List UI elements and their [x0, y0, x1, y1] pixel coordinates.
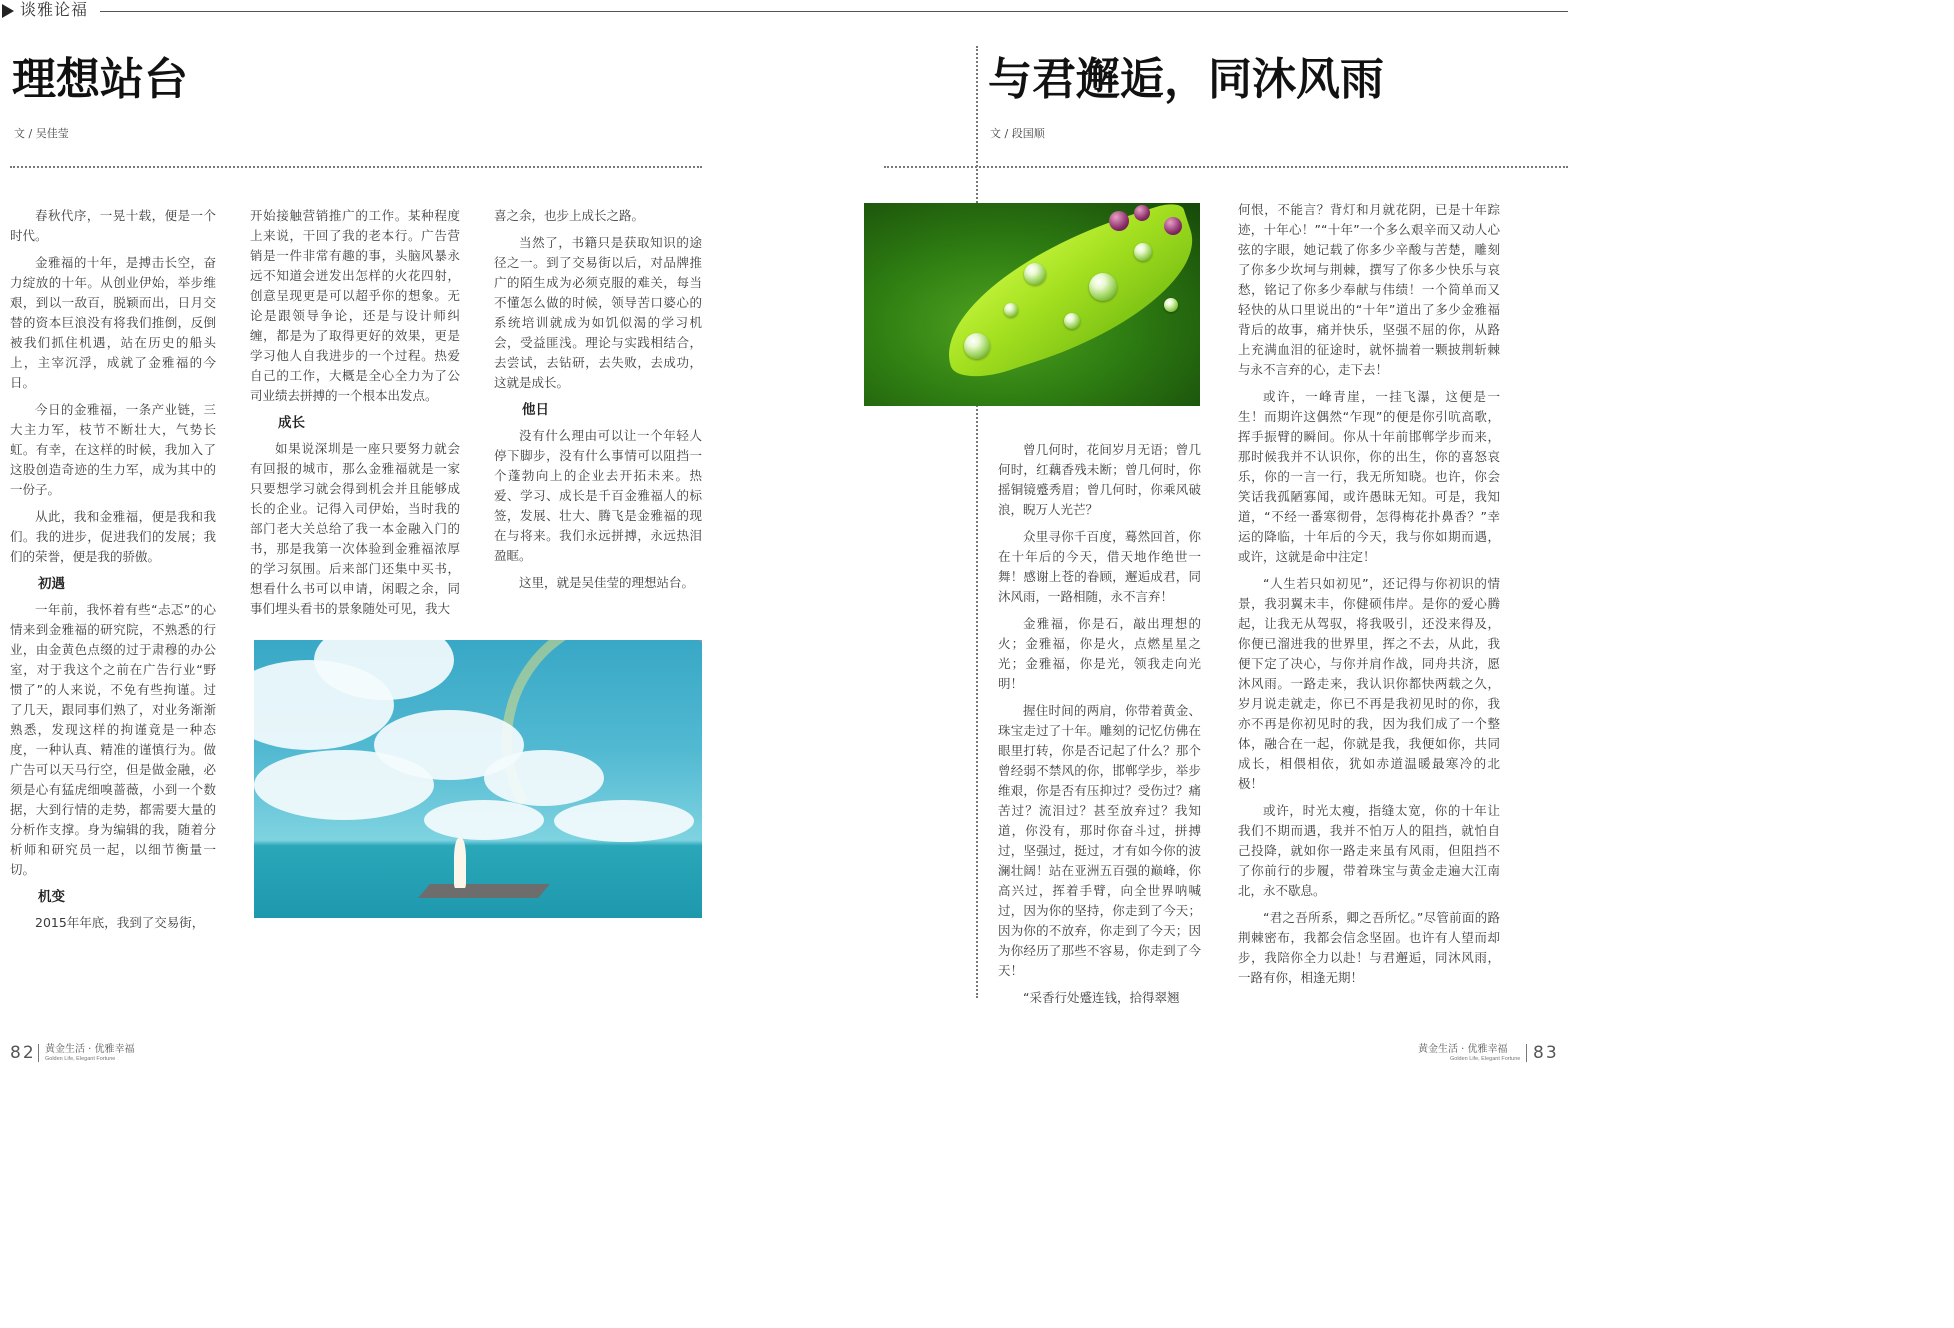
berry-shape	[1134, 205, 1150, 221]
paragraph: “采香行处蹙连钱，拾得翠翘	[1023, 990, 1180, 1005]
paragraph: 或许，时光太瘦，指缝太宽，你的十年让我们不期而遇，我并不怕万人的阻挡，就怕自己投降，就如你一路走来虽有风雨，但阻挡不了你前行的步履，带着珠宝与黄金走遍大江南北，永不歇息。	[1238, 803, 1500, 898]
header-rule	[100, 11, 1568, 12]
berry-shape	[1164, 217, 1182, 235]
paragraph: 当然了，书籍只是获取知识的途径之一。到了交易街以后，对品牌推广的陌生成为必须克服的难关，每当不懂怎么做的时候，领导苦口婆心的系统培训就成为如饥似渴的学习机会，受益匪浅。理论与实践相结合，去尝试，去钻研，去失败，去成功，这就是成长。	[494, 235, 702, 390]
right-article-column-1	[998, 440, 1201, 1015]
footer-brand-en-right: Golden Life, Elegant Fortune	[1450, 1056, 1521, 1062]
water-drop	[1089, 273, 1117, 301]
paragraph: 开始接触营销推广的工作。某种程度上来说，干回了我的老本行。广告营销是一件非常有趣的事，头脑风暴永远不知道会迸发出怎样的火花四射，创意呈现更是可以超乎你的想象。无论是跟领导争论，还是与设计师纠缠，都是为了取得更好的效果，更是学习他人自我进步的一个过程。热爱自己的工作，大概是全心全力为了公司业绩去拼搏的一个根本出发点。	[250, 208, 460, 403]
paragraph: 没有什么理由可以让一个年轻人停下脚步，没有什么事情可以阻挡一个蓬勃向上的企业去开拓未来。热爱、学习、成长是千百金雅福人的标签，发展、壮大、腾飞是金雅福的现在与将来。我们永远拼搏，永远热泪盈眶。	[494, 428, 702, 563]
footer-brand-left: 黄金生活 · 优雅幸福	[45, 1044, 135, 1055]
right-article-column-2	[1238, 200, 1500, 995]
paragraph: 众里寻你千百度，蓦然回首，你在十年后的今天，借天地作绝世一舞！感谢上苍的眷顾，邂逅成君，同沐风雨，一路相随，永不言弃！	[998, 529, 1201, 604]
cloud-shape	[554, 800, 694, 842]
paragraph: “人生若只如初见”，还记得与你初识的情景，我羽翼未丰，你健硕伟岸。是你的爱心腾起，让我无从驾驭，将我吸引，还没来得及，你便已溜进我的世界里，挥之不去，从此，我便下定了决心，与你并肩作战，同舟共济，愿沐风雨。一路走来，我认识你都快两载之久，岁月说走就走，你已不再是我初见时的你，我亦不再是你初见时的我，因为我们成了一个整体，融合在一起，你就是我，我便如你，共同成长，相偎相依，犹如赤道温暖最寒冷的北极！	[1238, 576, 1500, 791]
footer-brand-right: 黄金生活 · 优雅幸福	[1418, 1044, 1508, 1055]
pier-shape	[418, 884, 550, 898]
section-title: 谈雅论福	[20, 0, 89, 19]
paragraph: 从此，我和金雅福，便是我和我们。我的进步，促进我们的发展；我们的荣誉，便是我的骄傲。	[10, 509, 216, 564]
right-article-byline: 文 / 段国顺	[990, 127, 1045, 140]
section-heading: 初遇	[38, 576, 65, 592]
left-article-byline: 文 / 吴佳莹	[14, 127, 69, 140]
right-article-title: 与君邂逅，同沐风雨	[988, 54, 1384, 105]
footer-brand-en-left: Golden Life, Elegant Fortune	[45, 1056, 116, 1062]
leaf-water-drops-photo	[864, 203, 1200, 406]
water-drop	[1064, 313, 1080, 329]
footer-separator	[38, 1044, 39, 1062]
page-number-left: 82	[10, 1043, 36, 1063]
paragraph: 或许，一峰青崖，一挂飞瀑，这便是一生！而期许这偶然“乍现”的便是你引吭高歌，挥手振臂的瞬间。你从十年前邯郸学步而来，那时候我并不认识你，你的出生，你的喜怒哀乐，你的一言一行，我无所知晓。也许，你会笑话我孤陋寡闻，或许愚昧无知。可是，我知道，“不经一番寒彻骨，怎得梅花扑鼻香？”幸运的降临，十年后的今天，我与你如期而遇，或许，这就是命中注定！	[1238, 389, 1500, 564]
paragraph: 一年前，我怀着有些“忐忑”的心情来到金雅福的研究院，不熟悉的行业，由金黄色点缀的过于肃穆的办公室，对于我这个之前在广告行业“野惯了”的人来说，不免有些拘谨。过了几天，跟同事们熟了，对业务渐渐熟悉，发现这样的拘谨竟是一种态度，一种认真、精准的谨慎行为。做广告可以天马行空，但是做金融，必须是心有猛虎细嗅蔷薇，小到一个数据，大到行情的走势，都需要大量的分析作支撑。身为编辑的我，随着分析师和研究员一起，以细节衡量一切。	[10, 602, 216, 877]
girl-figure-shape	[454, 838, 466, 888]
paragraph: 喜之余，也步上成长之路。	[494, 208, 645, 223]
footer-separator	[1526, 1044, 1527, 1062]
right-dotted-divider	[884, 166, 1568, 168]
berry-shape	[1109, 211, 1129, 231]
cloud-shape	[424, 800, 544, 840]
paragraph: 握住时间的两肩，你带着黄金、珠宝走过了十年。雕刻的记忆仿佛在眼里打转，你是否记起了什么？那个曾经弱不禁风的你，邯郸学步，举步维艰，你是否有压抑过？受伤过？痛苦过？流泪过？甚至放弃过？我知道，你没有，那时你奋斗过，拼搏过，坚强过，挺过，才有如今你的波澜壮阔！站在亚洲五百强的巅峰，你高兴过，挥着手臂，向全世界呐喊过，因为你的坚持，你走到了今天；因为你的不放弃，你走到了今天；因为你经历了那些不容易，你走到了今天！	[998, 703, 1201, 978]
paragraph: 金雅福，你是石，敲出理想的火；金雅福，你是火，点燃星星之光；金雅福，你是光，领我走向光明！	[998, 616, 1201, 691]
water-drop	[964, 333, 990, 359]
water-drop	[1164, 298, 1178, 312]
leaf-shape	[924, 203, 1200, 387]
water-drop	[1004, 303, 1018, 317]
left-article-column-1	[10, 206, 216, 940]
left-article-title: 理想站台	[12, 54, 188, 105]
right-vertical-dotted-divider	[976, 46, 978, 998]
water-drop	[1134, 243, 1152, 261]
paragraph: 曾几何时，花间岁月无语；曾几何时，红藕香残未断；曾几何时，你摇铜镜蹙秀眉；曾几何时，你乘风破浪，睨万人光芒？	[998, 442, 1201, 517]
section-heading: 机变	[38, 889, 65, 905]
section-heading: 他日	[522, 402, 549, 418]
page-number-right: 83	[1533, 1043, 1559, 1063]
paragraph: 何恨，不能言？背灯和月就花阴，已是十年踪迹，十年心！”“十年”一个多么艰辛而又动人心弦的字眼，她记载了你多少辛酸与苦楚，雕刻了你多少坎坷与荆棘，撰写了你多少快乐与哀愁，铭记了你多少奉献与伟绩！一个简单而又轻快的从口里说出的“十年”道出了多少金雅福背后的故事，痛并快乐，坚强不屈的你，从路上充满血泪的征途时，就怀揣着一颗披荆斩棘与永不言弃的心，走下去！	[1238, 202, 1500, 377]
cloud-shape	[484, 750, 604, 806]
paragraph: “君之吾所系，卿之吾所忆。”尽管前面的路荆棘密布，我都会信念坚固。也许有人望而却步，我陪你全力以赴！与君邂逅，同沐风雨，一路有你，相逢无期！	[1238, 910, 1500, 985]
paragraph: 春秋代序，一晃十载，便是一个时代。	[10, 208, 216, 243]
sky-girl-photo	[254, 640, 702, 918]
water-drop	[1024, 263, 1046, 285]
paragraph: 金雅福的十年，是搏击长空，奋力绽放的十年。从创业伊始，举步维艰，到以一敌百，脱颖而出，日月交替的资本巨浪没有将我们推倒，反倒被我们抓住机遇，站在历史的船头上，主宰沉浮，成就了金雅福的今日。	[10, 255, 216, 390]
left-dotted-divider	[10, 166, 702, 168]
paragraph: 2015年年底，我到了交易街，	[35, 915, 205, 930]
paragraph: 如果说深圳是一座只要努力就会有回报的城市，那么金雅福就是一家只要想学习就会得到机会并且能够成长的企业。记得入司伊始，当时我的部门老大关总给了我一本金融入门的书，那是我第一次体验到金雅福浓厚的学习氛围。后来部门还集中买书，想看什么书可以申请，闲暇之余，同事们埋头看书的景象随处可见，我大	[250, 441, 460, 616]
paragraph: 这里，就是吴佳莹的理想站台。	[519, 575, 695, 590]
left-article-column-2	[250, 206, 460, 626]
paragraph: 今日的金雅福，一条产业链，三大主力军，枝节不断壮大，气势长虹。有幸，在这样的时候，我加入了这股创造奇迹的生力军，成为其中的一份子。	[10, 402, 216, 497]
section-heading: 成长	[278, 415, 305, 431]
left-article-column-3	[494, 206, 702, 600]
section-marker-triangle-icon	[2, 4, 14, 18]
